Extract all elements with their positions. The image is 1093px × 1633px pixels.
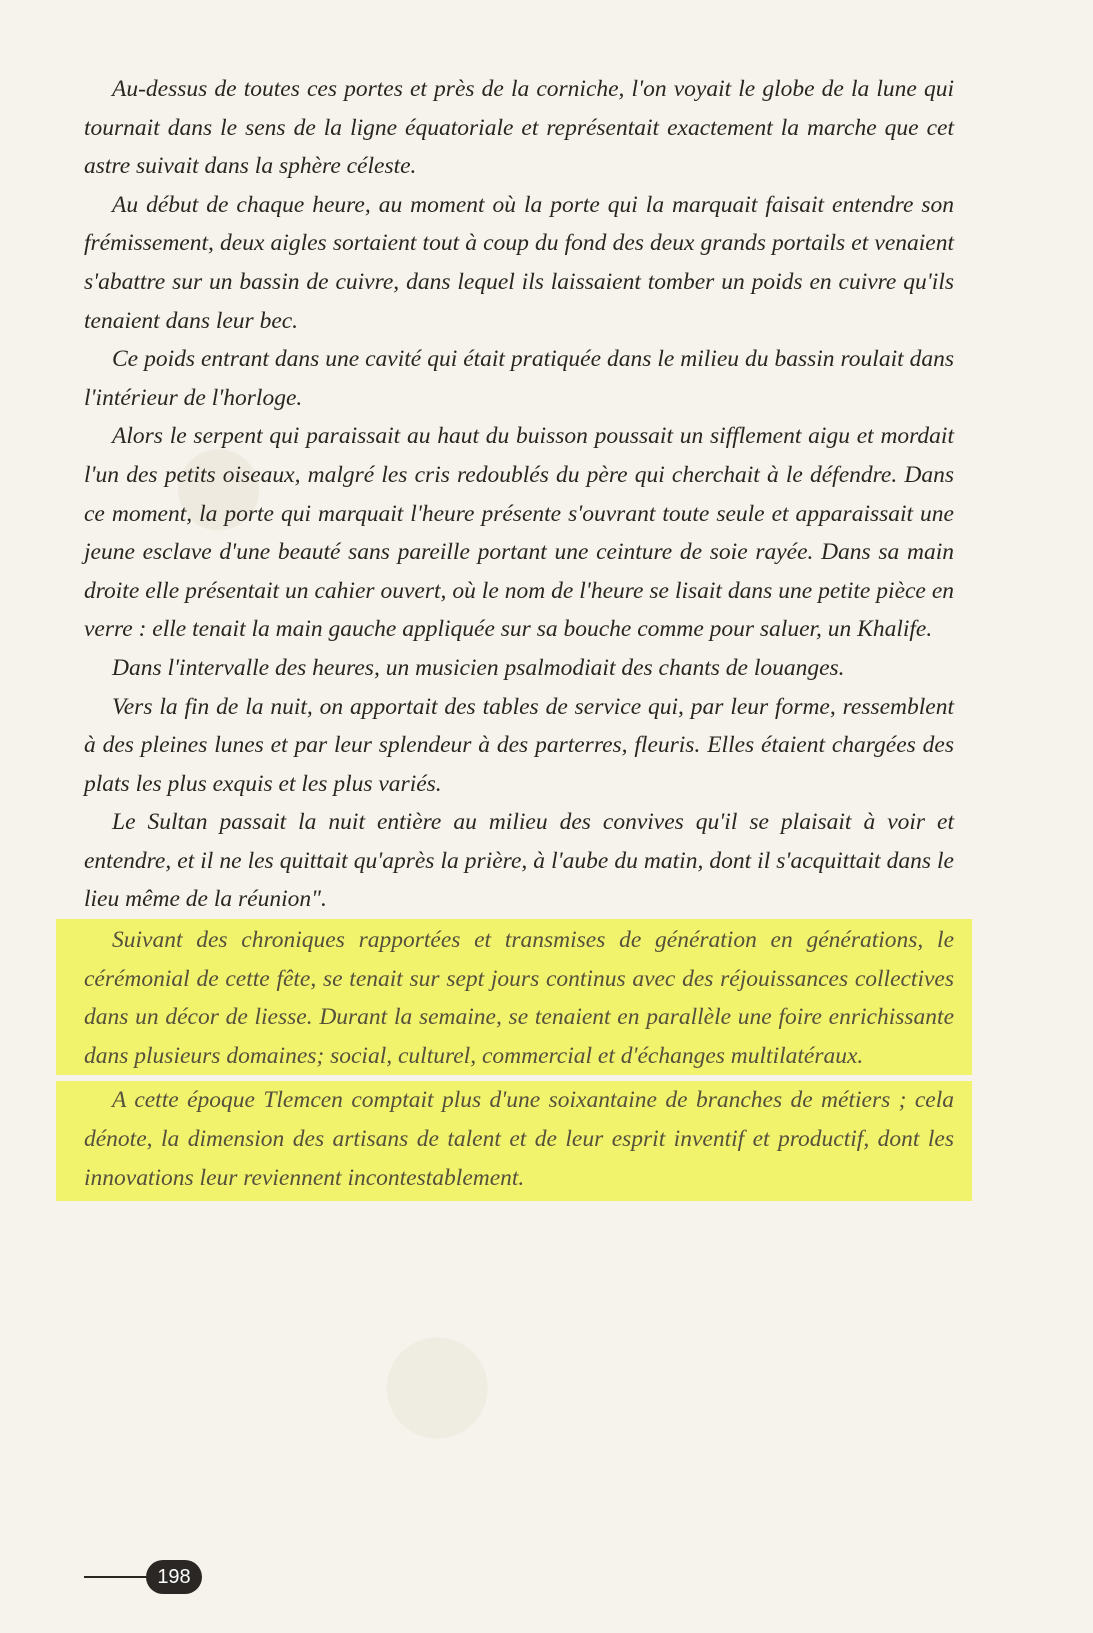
highlighted-section (56, 919, 972, 1201)
paragraph-1: Au-dessus de toutes ces portes et près de la corniche, l'on voyait le globe de la lune qui tournait dans le sens de la ligne équatoriale et représentait exactement la marche que cet astre suivait dans la sphère céleste. (84, 76, 954, 180)
paragraph-3: Ce poids entrant dans une cavité qui était pratiquée dans le milieu du bassin roulait dans l'intérieur de l'horloge. (84, 346, 954, 411)
paragraph-4: Alors le serpent qui paraissait au haut du buisson poussait un sifflement aigu et mordait l'un des petits oiseaux, malgré les cris redoublés du père qui cherchait à le défendre. Dans ce moment, la porte qui marquait l'heure présente s'ouvrant toute seule et apparaissait une jeune esclave d'une beauté sans pareille portant une ceinture de soie rayée. Dans sa main droite elle présentait un cahier ouvert, où le nom de l'heure se lisait dans une petite pièce en verre : elle tenait la main gauche appliquée sur sa bouche comme pour saluer, un Khalife. (84, 423, 954, 643)
footer-rule (84, 1576, 154, 1578)
page-number-badge: 198 (146, 1560, 202, 1594)
body-text (84, 70, 954, 1201)
paragraph-5: Dans l'intervalle des heures, un musicien psalmodiait des chants de louanges. (112, 654, 845, 681)
paragraph-7: Le Sultan passait la nuit entière au milieu des convives qu'il se plaisait à voir et entendre, et il ne les quittait qu'après la prière, à l'aube du matin, dont il s'acquittait dans le lieu même de la réunion". (84, 809, 954, 913)
paragraph-6: Vers la fin de la nuit, on apportait des tables de service qui, par leur forme, ressemblent à des pleines lunes et par leur splendeur à des parterres, fleuris. Elles étaient chargées des plats les plus exquis et les plus variés. (84, 693, 954, 797)
highlighted-paragraph-1: Suivant des chroniques rapportées et transmises de génération en générations, le cérémonial de cette fête, se tenait sur sept jours continus avec des réjouissances collectives dans un décor de liesse. Durant la semaine, se tenaient en parallèle une foire enrichissante dans plusieurs domaines; social, culturel, commercial et d'échanges multilatéraux. (84, 927, 954, 1069)
paragraph-2: Au début de chaque heure, au moment où la porte qui la marquait faisait entendre son frémissement, deux aigles sortaient tout à coup du fond des deux grands portails et venaient s'abattre sur un bassin de cuivre, dans lequel ils laissaient tomber un poids en cuivre qu'ils tenaient dans leur bec. (84, 191, 954, 334)
highlighted-paragraph-2: A cette époque Tlemcen comptait plus d'une soixantaine de branches de métiers ; cela dénote, la dimension des artisans de talent et de leur esprit inventif et productif, dont les innovations leur reviennent incontestablement. (84, 1087, 954, 1191)
